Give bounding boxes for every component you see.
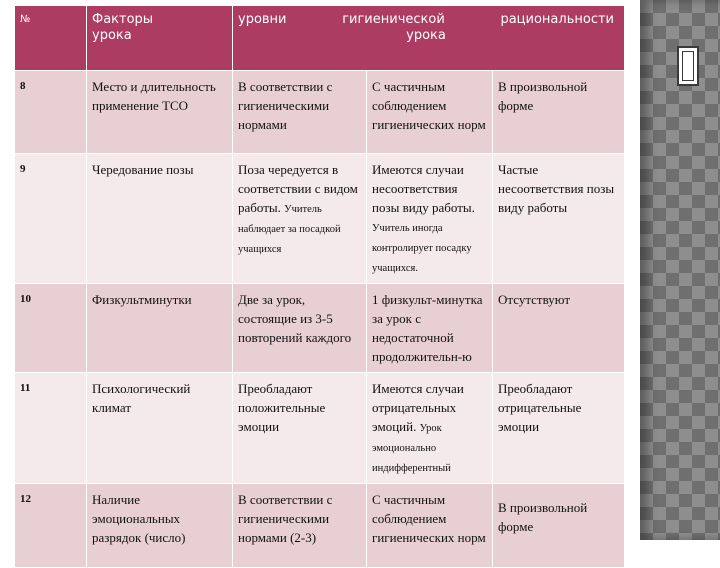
row-factor: Физкультминутки — [87, 284, 233, 373]
row-level-medium-text: С частичным соблюдением гигиенических норм — [372, 79, 486, 132]
row-level-medium-text: Имеются случаи несоответствия позы виду работы. — [372, 162, 475, 215]
row-number: 10 — [15, 284, 87, 373]
table-row — [15, 484, 625, 568]
row-factor: Место и длительность применение ТСО — [87, 71, 233, 154]
table-row — [15, 284, 625, 373]
table-row — [15, 373, 625, 484]
header-levels-line1: уровни гигиенической рациональности — [238, 12, 614, 27]
row-level-medium: С частичным соблюдением гигиенических норм — [367, 484, 493, 568]
row-level-low: Преобладают отрицательные эмоции — [493, 373, 625, 484]
header-factors-line2: урока — [92, 28, 132, 43]
header-levels — [233, 6, 625, 71]
row-number: 12 — [15, 484, 87, 568]
header-factors-line1: Факторы — [92, 12, 154, 27]
row-factor: Психологический климат — [87, 373, 233, 484]
table-row — [15, 71, 625, 154]
table-row — [15, 154, 625, 284]
row-level-high-text: В соответствии с гигиеническими нормами — [238, 79, 333, 132]
row-number: 9 — [15, 154, 87, 284]
row-level-medium — [367, 71, 493, 154]
row-number: 11 — [15, 373, 87, 484]
header-factors — [87, 6, 233, 71]
row-level-high-text: Поза чередуется в соответствии с видом работы. — [238, 162, 358, 215]
row-level-medium-note: Урок эмоционально индифферентный — [372, 423, 451, 474]
row-level-low: Отсутствуют — [493, 284, 625, 373]
header-number: № — [15, 6, 87, 71]
row-level-low: В произвольной форме — [493, 71, 625, 154]
hygiene-factors-table — [14, 5, 625, 568]
row-number: 8 — [15, 71, 87, 154]
row-level-high: В соответствии с гигиеническими нормами (2-3) — [233, 484, 367, 568]
row-level-high — [233, 154, 367, 284]
row-level-high — [233, 71, 367, 154]
row-level-low: Частые несоответствия позы виду работы — [493, 154, 625, 284]
slide-marker-icon — [677, 46, 699, 86]
table-header-row — [15, 6, 625, 71]
row-level-medium-text: Имеются случаи отрицательных эмоций. — [372, 381, 464, 434]
row-level-high-note: Учитель наблюдает за посадкой учащихся — [238, 204, 341, 255]
row-level-medium — [367, 373, 493, 484]
row-level-medium: 1 физкульт-минутка за урок с недостаточной продолжительн-ю — [367, 284, 493, 373]
row-factor: Чередование позы — [87, 154, 233, 284]
row-level-high: Преобладают положительные эмоции — [233, 373, 367, 484]
row-level-medium-note: Учитель иногда контролирует посадку учащихся. — [372, 223, 472, 274]
header-levels-line2: урока — [406, 28, 446, 43]
row-level-medium — [367, 154, 493, 284]
row-factor: Наличие эмоциональных разрядок (число) — [87, 484, 233, 568]
row-level-low: В произвольной форме — [493, 484, 625, 568]
row-level-high: Две за урок, состоящие из 3-5 повторений каждого — [233, 284, 367, 373]
